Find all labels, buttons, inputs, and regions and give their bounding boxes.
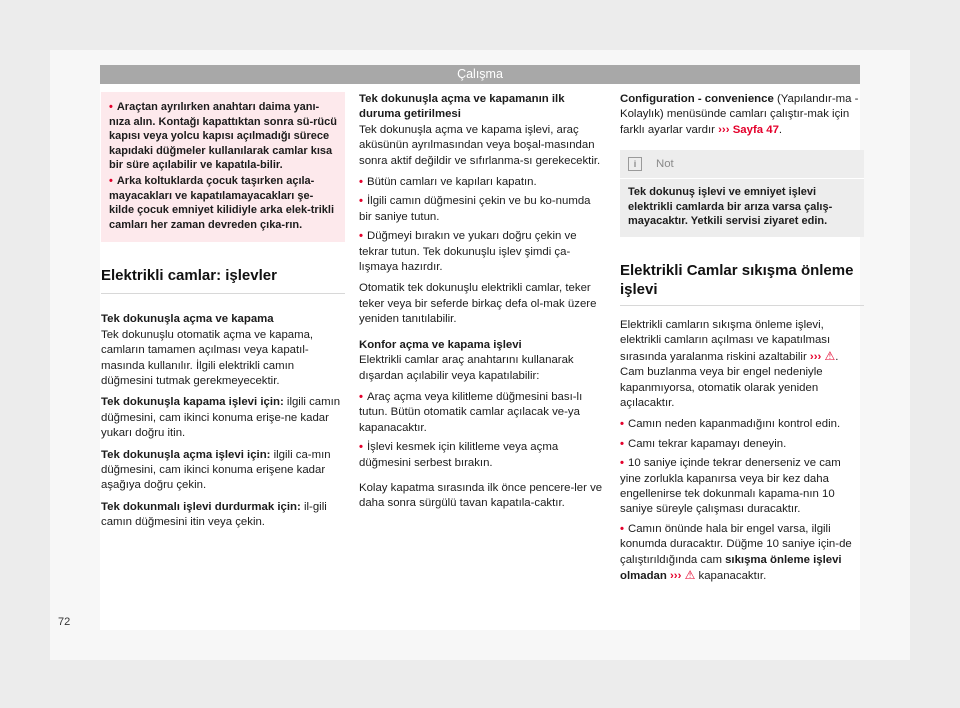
- config-paragraph: Configuration - convenience (Yapılandır-ma - Kolaylık) menüsünde camları çalıştır-mak için farklı ayarlar vardır ››› Sayfa 47.: [620, 93, 859, 136]
- subheading-comfort: Konfor açma ve kapama işlevi: [359, 338, 522, 351]
- column-2: [359, 92, 603, 518]
- paragraph: Elektrikli camlar araç anahtarını kullanarak dışardan açılabilir veya kapatılabilir:: [359, 354, 574, 382]
- bullet-icon: •: [109, 174, 113, 187]
- list-item: • 10 saniye içinde tekrar denerseniz ve cam yine zorlukla kapanırsa veya bir kez daha engellenirse tek dokunmalı kapama-nın 10 saniye süreyle çalışması duracaktır.: [620, 457, 841, 516]
- list-item: • Camın önünde hala bir engel varsa, ilgili konumda duracaktır. Düğme 10 saniye için-de çalıştırıldığında cam sıkışma önleme işlevi olmadan ››› ⚠ kapanacaktır.: [620, 522, 852, 583]
- list-item: • Araç açma veya kilitleme düğmesini bası-lı tutun. Bütün otomatik camlar açılacak ve-ya kapanacaktır.: [359, 390, 583, 434]
- warning-item: • Araçtan ayrılırken anahtarı daima yanı-nıza alın. Kontağı kapattıktan sonra sü-rücü kapısı veya yolcu kapısı açılmadığı sürece kapıdaki düğmeler kullanılarak camlar kısa bir süre açılabilir ve kapatıla-bilir.: [109, 101, 337, 172]
- instruction-stop: Tek dokunmalı işlevi durdurmak için: il-gili camın düğmesini itin veya çekin.: [101, 500, 327, 529]
- note-box: [620, 150, 864, 237]
- warning-icon: ⚠: [824, 348, 836, 363]
- page-link[interactable]: ››› Sayfa 47: [718, 123, 779, 136]
- list-item: • İşlevi kesmek için kilitleme veya açma düğmesini serbest bırakın.: [359, 441, 559, 469]
- subheading-reset: Tek dokunuşla açma ve kapamanın ilk duruma getirilmesi: [359, 93, 565, 121]
- paragraph: Otomatik tek dokunuşlu elektrikli camlar, teker teker veya bir seferde birkaç defa ol-mak üzere yeniden tanıtılabilir.: [359, 282, 597, 326]
- link-arrow[interactable]: ›››: [670, 570, 682, 583]
- bullet-icon: •: [109, 101, 113, 113]
- instruction-open: Tek dokunuşla açma işlevi için: ilgili ca-mın düğmesini, cam ikinci konuma erişene kadar aşağıya doğru çekin.: [101, 448, 331, 492]
- paragraph: Tek dokunuşlu otomatik açma ve kapama, camların tamamen açılması veya kapatıl-masında kullanılır. İlgili elektrikli camın düğmesini tutmak gerekmeyecektir.: [101, 328, 314, 387]
- paragraph: Tek dokunuşla açma ve kapama işlevi, araç aküsünün ayrılmasından veya boşal-masından sonra aktif değildir ve sıfırlanma-sı gerekecektir.: [359, 123, 601, 167]
- list-item: • Camı tekrar kapamayı deneyin.: [620, 437, 787, 450]
- list-item: • Bütün camları ve kapıları kapatın.: [359, 176, 537, 189]
- subheading: Tek dokunuşla açma ve kapama: [101, 313, 274, 326]
- warning-item: • Arka koltuklarda çocuk taşırken açıla-mayacakları ve kapatılamayacakları şe-kilde çocuk emniyet kilidiyle arka elek-trikli camları her zaman devreden çıka-rın.: [109, 174, 335, 231]
- list-item: • İlgili camın düğmesini çekin ve bu ko-numda bir saniye tutun.: [359, 195, 591, 223]
- list-item: • Düğmeyi bırakın ve yukarı doğru çekin ve tekrar tutun. Tek dokunuşlu işlev şimdi ça-lışmaya hazırdır.: [359, 230, 577, 274]
- instruction-close: Tek dokunuşla kapama işlevi için: ilgili camın düğmesini, cam ikinci konuma erişe-ne kadar yukarı doğru itin.: [101, 396, 341, 440]
- section-title-anti-pinch: Elektrikli Camlar sıkışma önleme işlevi: [620, 261, 864, 306]
- page-header: Çalışma: [100, 65, 860, 84]
- list-item: • Camın neden kapanmadığını kontrol edin.: [620, 418, 841, 431]
- paragraph: Kolay kapatma sırasında ilk önce pencere-ler ve daha sonra sürgülü tavan kapatıla-caktır.: [359, 481, 603, 510]
- note-text: Tek dokunuş işlevi ve emniyet işlevi elektrikli camlarda bir arıza varsa çalış-mayacaktır. Yetkili servisi ziyaret edin.: [628, 186, 833, 228]
- warning-box: [101, 92, 345, 242]
- note-label: Not: [656, 157, 674, 170]
- column-3: [620, 92, 864, 589]
- link-arrow[interactable]: ›››: [809, 350, 822, 363]
- section-title-functions: Elektrikli camlar: işlevler: [101, 266, 345, 294]
- column-1: [101, 92, 345, 537]
- paragraph: Elektrikli camların sıkışma önleme işlevi, elektrikli camların açılması ve kapatılması sırasında yaralanma riskini azaltabilir ››› ⚠. Cam buzlanma veya bir engel nedeniyle kapanmıyorsa, otomatik olarak yeniden açılacaktır.: [620, 319, 839, 410]
- warning-icon: ⚠: [684, 568, 696, 583]
- page-number: 72: [58, 616, 71, 628]
- info-icon: i: [628, 157, 642, 171]
